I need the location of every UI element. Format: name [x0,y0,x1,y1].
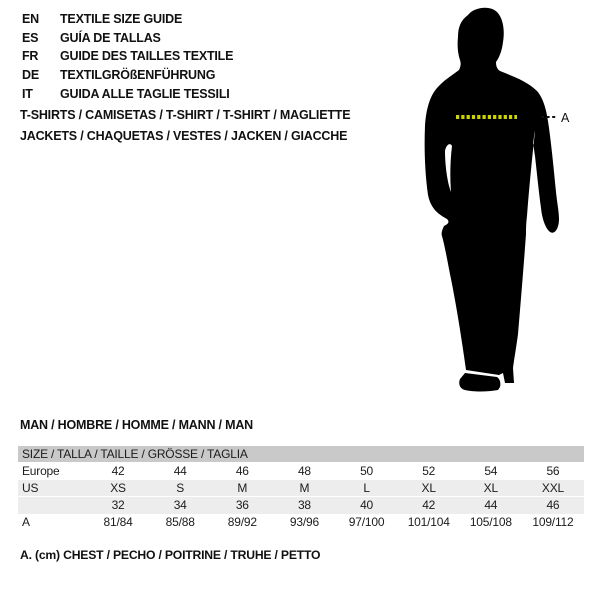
language-code: FR [22,49,39,64]
table-cell: XXL [541,481,564,496]
table-cell: 52 [422,463,436,478]
category-line-jackets: JACKETS / CHAQUETAS / VESTES / JACKEN / GIACCHE [20,128,348,143]
row-label: A [22,515,30,530]
table-cell: 42 [111,463,125,478]
language-code: EN [22,12,39,27]
table-cell: 109/112 [532,515,574,530]
table-cell: 40 [360,498,374,513]
man-body-shape [425,8,559,383]
measurement-a-label: A [561,111,570,125]
table-cell: 46 [546,498,560,513]
size-table [18,446,584,531]
language-row [22,29,233,48]
language-title: GUÍA DE TALLAS [60,30,161,45]
table-cell: 44 [173,463,187,478]
table-cell: 81/84 [103,515,133,530]
table-cell: 101/104 [407,515,450,530]
table-cell: S [176,481,185,496]
table-cell: 48 [297,463,311,478]
table-cell: 38 [297,498,311,513]
language-list [22,10,233,103]
table-cell: 85/88 [165,515,195,530]
size-table-body [18,462,584,531]
table-cell: 56 [546,463,560,478]
table-cell: M [299,481,310,496]
table-cell: L [363,481,370,496]
size-table-header: SIZE / TALLA / TAILLE / GRÖSSE / TAGLIA [18,446,584,462]
table-cell: 42 [422,498,436,513]
language-code: ES [22,30,39,45]
language-code: IT [22,86,33,101]
table-cell: 34 [173,498,187,513]
language-title: GUIDE DES TAILLES TEXTILE [60,49,234,64]
measurement-footnote: A. (cm) CHEST / PECHO / POITRINE / TRUHE / PETTO [20,548,321,562]
table-cell: 54 [484,463,498,478]
man-shoe-shape [459,373,500,392]
table-cell: 97/100 [348,515,385,530]
table-cell: 32 [111,498,125,513]
section-title-man: MAN / HOMBRE / HOMME / MANN / MAN [20,418,253,432]
table-cell: M [237,481,248,496]
table-row [18,496,584,513]
table-cell: 44 [484,498,498,513]
language-title: GUIDA ALLE TAGLIE TESSILI [60,86,230,101]
table-cell: 93/96 [289,515,319,530]
category-lines [20,105,350,146]
row-label: Europe [22,463,60,478]
language-row [22,10,233,29]
language-title: TEXTILE SIZE GUIDE [60,12,183,27]
table-cell: 36 [235,498,249,513]
table-row [18,514,584,531]
language-row [22,47,233,66]
table-cell: XL [421,481,436,496]
row-label: US [22,481,39,496]
table-cell: 89/92 [227,515,257,530]
table-row [18,479,584,496]
language-row [22,66,233,85]
man-silhouette [395,4,575,404]
table-cell: XL [483,481,498,496]
table-cell: 105/108 [469,515,512,530]
language-row [22,84,233,103]
category-line-tshirts: T-SHIRTS / CAMISETAS / T-SHIRT / T-SHIRT / MAGLIETTE [20,108,351,122]
table-cell: XS [110,481,126,496]
table-row [18,462,584,479]
language-title: TEXTILGRÖßENFÜHRUNG [60,68,216,83]
language-code: DE [22,68,39,83]
table-cell: 46 [235,463,249,478]
table-cell: 50 [360,463,374,478]
